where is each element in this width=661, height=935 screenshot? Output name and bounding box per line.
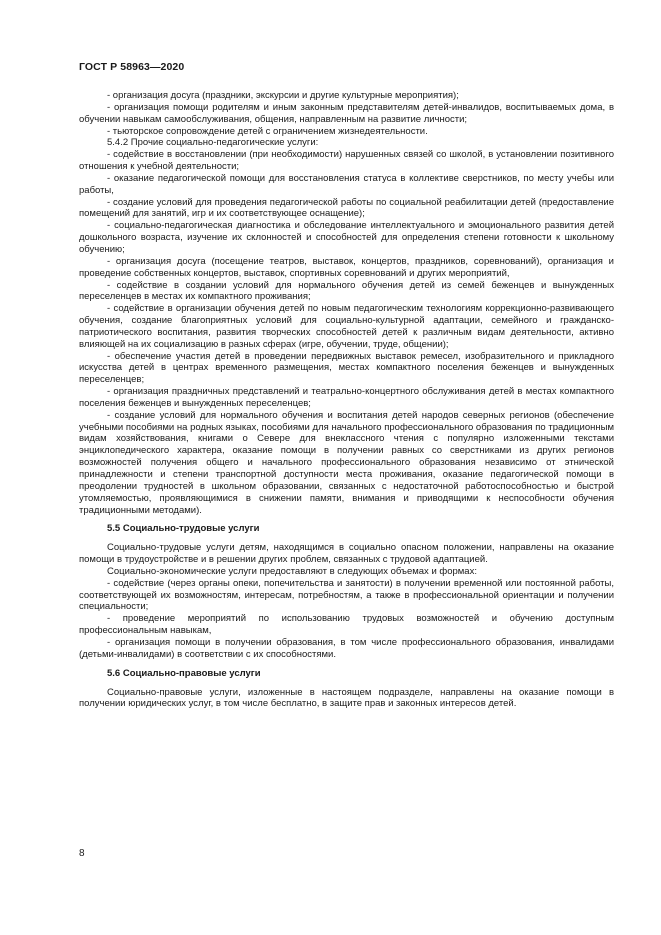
document-body xyxy=(79,90,614,710)
paragraph: - организация праздничных представлений и театрально-концертного обслуживания детей в местах компактного поселения беженцев и вынужденных переселенцев; xyxy=(79,386,614,409)
paragraph: - организация досуга (праздники, экскурсии и другие культурные мероприятия); xyxy=(107,90,459,101)
paragraph: - оказание педагогической помощи для восстановления статуса в коллективе сверстников, по месту учебы или работы, xyxy=(79,172,614,196)
paragraph: - проведение мероприятий по использованию трудовых возможностей и обучению доступным профессиональным навыкам, xyxy=(79,613,614,637)
section-heading-5-6: 5.6 Социально-правовые услуги xyxy=(107,667,261,679)
paragraph: Социально-трудовые услуги детям, находящимся в социально опасном положении, направлены на оказание помощи в трудоустройстве и в решении других проблем, связанных с трудовой адаптацией. xyxy=(79,542,614,566)
paragraph: - тьюторское сопровождение детей с ограничением жизнедеятельности. xyxy=(107,125,428,137)
paragraph: - социально-педагогическая диагностика и обследование интеллектуального и эмоционального развития детей дошкольного возраста, изучение их склонностей и способностей для определения степени готовности к школьному обучению; xyxy=(79,220,614,255)
subsection-title: 5.4.2 Прочие социально-педагогические услуги: xyxy=(107,137,319,149)
paragraph: - создание условий для нормального обучения и воспитания детей народов северных регионов (обеспечение учебными пособиями на родных языках, пособиями для начального профессионального образования по традиционным видам хозяйствования, книгами о Севере для внеклассного чтения с популярно изложенными текстами энциклопедического характера, оказание помощи в получении равных со сверстниками из других регионов возможностей получения общего и начального профессионального образования независимо от этнической принадлежности и степени транспортной доступности места проживания, оказание педагогической помощи в преодолении трудностей в школьном образовании, связанных с недостаточной работоспособностью и быстрой утомляемостью, проявляющимися в снижении памяти, внимания и приводящими к неспособности обучения традиционными методами). xyxy=(79,409,614,516)
paragraph: - содействие в создании условий для нормального обучения детей из семей беженцев и вынужденных переселенцев в местах их компактного проживания; xyxy=(79,279,614,303)
paragraph: - содействие (через органы опеки, попечительства и занятости) в получении временной или постоянной работы, соответствующей их возможностям, интересам, потребностям, а также в профессиональной ориентации и получении специальности; xyxy=(79,577,614,613)
paragraph: - содействие в организации обучения детей по новым педагогическим технологиям коррекционно-развивающего обучения, создание благоприятных условий для социально-культурной адаптации, семейного и гражданско-патриотического воспитания, развития творческих способностей детей к различным видам деятельности, активно влияющей на их социализацию в разных сферах (игре, обучении, труде, общении); xyxy=(79,303,614,350)
section-heading-5-5: 5.5 Социально-трудовые услуги xyxy=(107,523,260,535)
paragraph: - организация помощи в получении образования, в том числе профессионального образования, инвалидами (детьми-инвалидами) в соответствии с их способностями. xyxy=(79,636,614,660)
document-header: ГОСТ Р 58963—2020 xyxy=(79,61,185,73)
page-number: 8 xyxy=(79,848,85,859)
paragraph: Социально-правовые услуги, изложенные в настоящем подразделе, направлены на оказание помощи в получении юридических услуг, в том числе бесплатно, в защите прав и законных интересов детей. xyxy=(79,686,614,710)
paragraph: - содействие в восстановлении (при необходимости) нарушенных связей со школой, в установлении позитивного отношения к учебной деятельности; xyxy=(79,149,614,173)
paragraph: Социально-экономические услуги предоставляют в следующих объемах и формах: xyxy=(107,565,477,577)
paragraph: - организация досуга (посещение театров, выставок, концертов, праздников, соревнований), организация и проведение собственных концертов, выставок, спортивных соревнований и других мероприятий, xyxy=(79,255,614,279)
paragraph: - организация помощи родителям и иным законным представителям детей-инвалидов, воспитываемых дома, в обучении навыкам самообслуживания, общения, направленным на развитие личности; xyxy=(79,101,614,125)
paragraph: - обеспечение участия детей в проведении передвижных выставок ремесел, изобразительного и прикладного искусства детей в центрах временного размещения, местах компактного поселения беженцев и вынужденных переселенцев; xyxy=(79,350,614,386)
paragraph: - создание условий для проведения педагогической работы по социальной реабилитации детей (предоставление помещений для занятий, игр и их соответствующее оснащение); xyxy=(79,196,614,220)
